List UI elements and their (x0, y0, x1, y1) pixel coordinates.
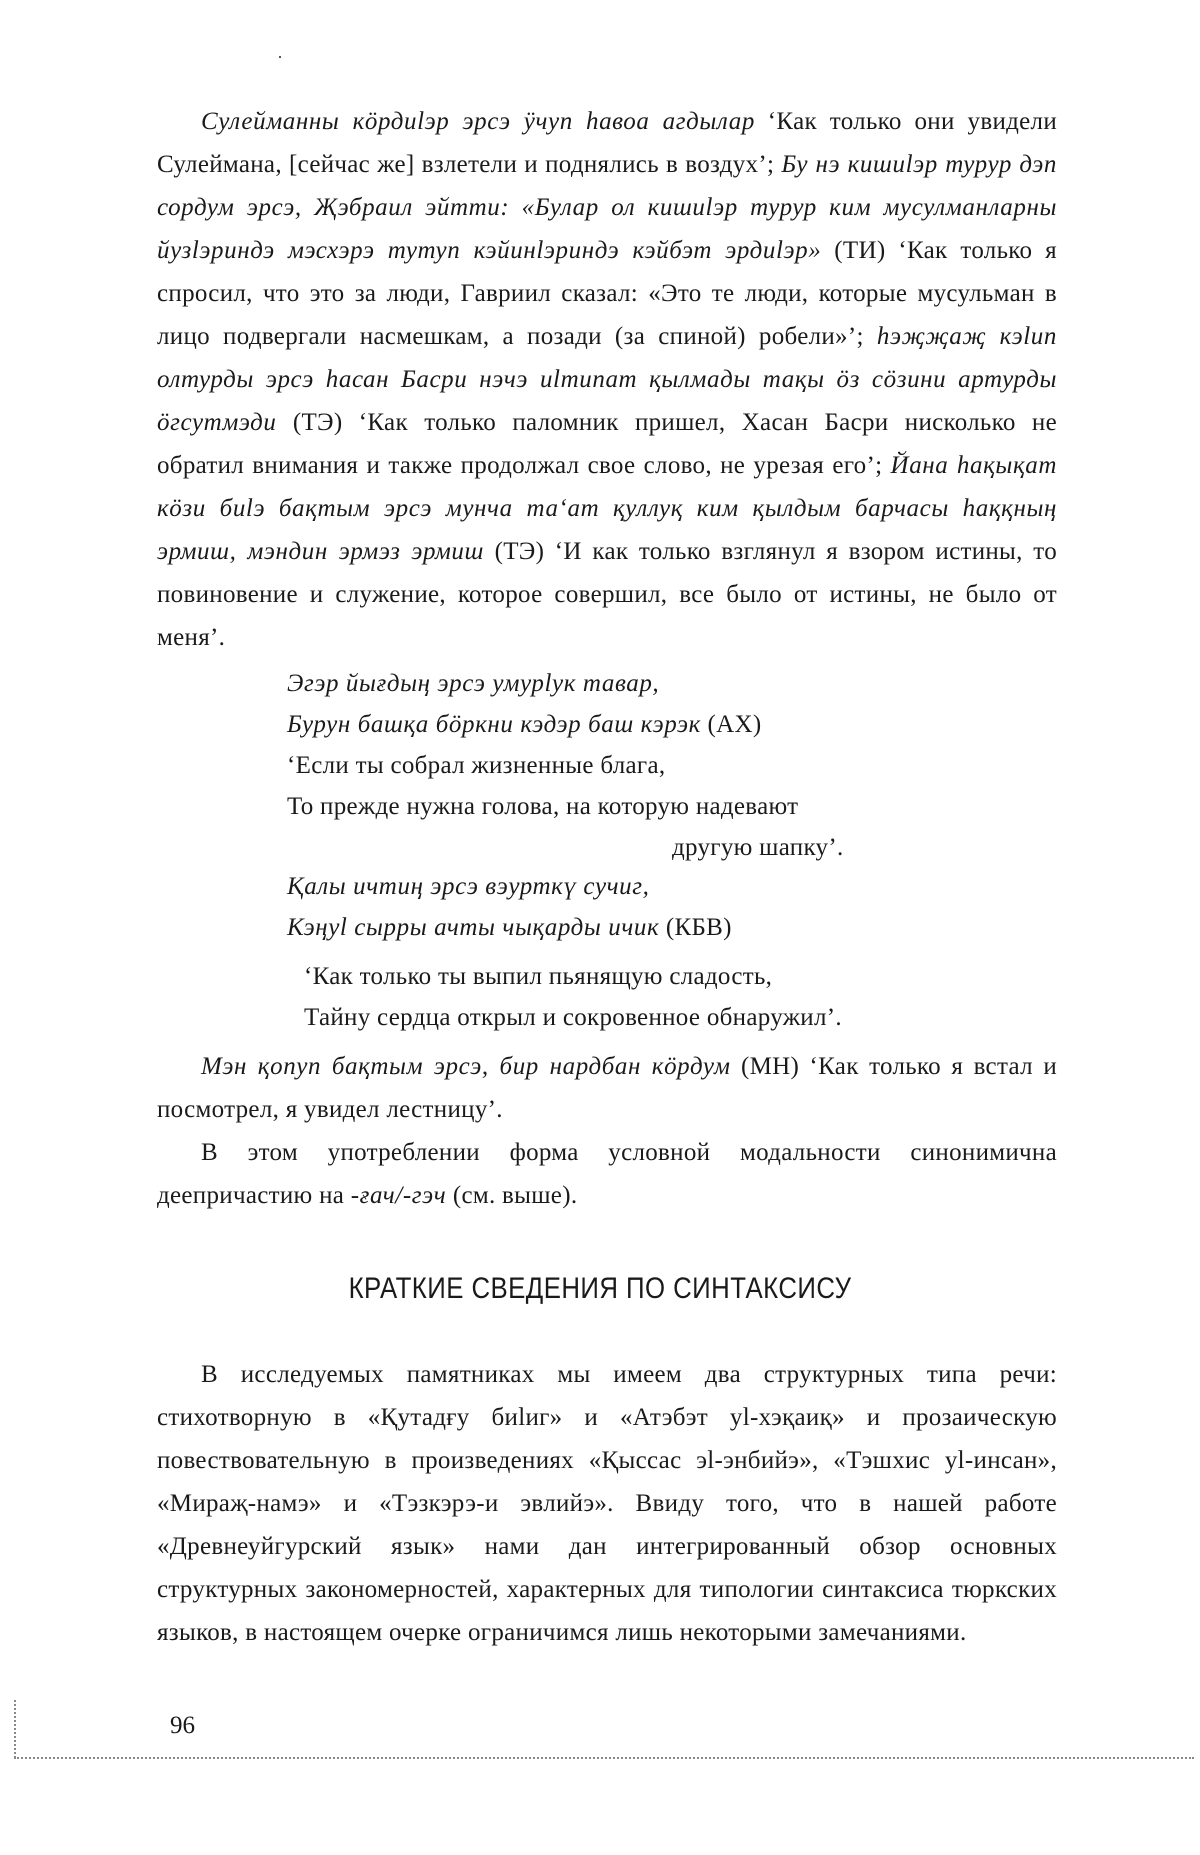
verse-1-line-2-text: Бурун башқа бӧркни кэдэр баш кэрэк (287, 711, 701, 738)
turkic-example-3: һэҗҗаҗ кэlип олтурды эрсэ һасан Басри нэчэ иlтипат қылмады тақы ӧз сӧзини артурды ӧгсутмэди (157, 323, 1057, 436)
paragraph-1 (157, 100, 1057, 659)
verse-2-translation-1: ‘Как только ты выпил пьянящую сладость, (304, 963, 773, 990)
paragraph-4 (157, 1353, 1057, 1654)
verse-2-translation-2: Тайну сердца открыл и сокровенное обнаружил’. (304, 1004, 842, 1031)
verse-2-source: (КБВ) (659, 914, 732, 941)
paragraph-3 (157, 1131, 1057, 1217)
paragraph-4-text: В исследуемых памятниках мы имеем два структурных типа речи: стихотворную в «Қутадғу биlиг» и «Атэбэт уl-хэқаиқ» и прозаическую повествовательную в произведениях «Қыссас эl-энбийэ», «Тэшхис уl-инсан», «Мираҗ-намэ» и «Тэзкэрэ-и эвлийэ». Ввиду того, что в нашей работе «Древнеуйгурский язык» нами дан интегрированный обзор основных структурных закономерностей, характерных для типологии синтаксиса тюркских языков, в настоящем очерке ограничимся лишь некоторыми замечаниями. (157, 1361, 1057, 1646)
translation-4: (ТЭ) ‘И как только взглянул я взором истины, то повиновение и служение, которое совершил, все было от истины, не было от меня’. (157, 538, 1057, 651)
turkic-example-2: Бу нэ кишиlэр турур дэп сордум эрсэ, Җэбраил эйтти: «Булар ол кишиlэр турур ким мусулманларны йузlэриндэ мэсхэрэ тутуп кэйинlэриндэ кэйбэт эрдиlэр» (157, 151, 1057, 264)
verse-2-translation (304, 956, 842, 1038)
section-heading: КРАТКИЕ СВЕДЕНИЯ ПО СИНТАКСИСУ (348, 1272, 852, 1305)
page-number: 96 (170, 1712, 195, 1739)
verse-2 (287, 866, 732, 948)
verse-1-line-2 (287, 704, 844, 745)
paragraph-2 (157, 1045, 1057, 1131)
translation-5: (МН) ‘Как только я встал и посмотрел, я увидел лестницу’. (157, 1053, 1057, 1123)
scan-edge-left (14, 1700, 16, 1758)
translation-2: (ТИ) ‘Как только я спросил, что это за люди, Гавриил сказал: «Это те люди, которые мусульман в лицо подвергали насмешкам, а позади (за спиной) робели»’; (157, 237, 1057, 350)
translation-3: (ТЭ) ‘Как только паломник пришел, Хасан Басри нисколько не обратил внимания и также продолжал свое слово, не урезая его’; (157, 409, 1057, 479)
verse-1-source: (АХ) (700, 711, 762, 738)
translation-1: ‘Как только они увидели Сулеймана, [сейчас же] взлетели и поднялись в воздух’; (157, 108, 1057, 178)
verse-1-line-1: Эгэр йығдың эрсэ умурlук тавар, (287, 670, 660, 697)
paragraph-3-text-1: В этом употреблении форма условной модальности синонимична деепричастию на (157, 1139, 1057, 1209)
verse-2-line-1: Қалы ичтиң эрсэ вэурткү сучиг, (287, 873, 650, 900)
turkic-example-1: Сулейманны кӧрдиlэр эрсэ ӱчуп һавоа агдылар (201, 108, 755, 135)
verse-2-line-2-text: Кэңуl сырры ачты чықарды ичик (287, 914, 660, 941)
verse-2-line-2 (287, 907, 732, 948)
turkic-example-4: Йана һақықат кӧзи биlэ бақтым эрсэ мунча та‘ат қуллуқ ким қылдым барчасы һаққның эрмиш, мэндин эрмэз эрмиш (157, 452, 1057, 565)
verse-1-translation-2: То прежде нужна голова, на которую надевают (287, 793, 799, 820)
verse-1-translation-3: другую шапку’. (672, 834, 844, 861)
paragraph-3-text-2: (см. выше). (446, 1182, 578, 1209)
verse-1 (287, 663, 844, 868)
verse-1-translation-1: ‘Если ты собрал жизненные блага, (287, 752, 666, 779)
scan-edge-bottom (14, 1757, 1194, 1759)
turkic-example-5: Мэн қопуп бақтым эрсэ, бир нардбан кӧрдум (201, 1053, 731, 1080)
suffix-example: -ғач/-гэч (350, 1182, 447, 1209)
scan-speck (279, 56, 281, 58)
